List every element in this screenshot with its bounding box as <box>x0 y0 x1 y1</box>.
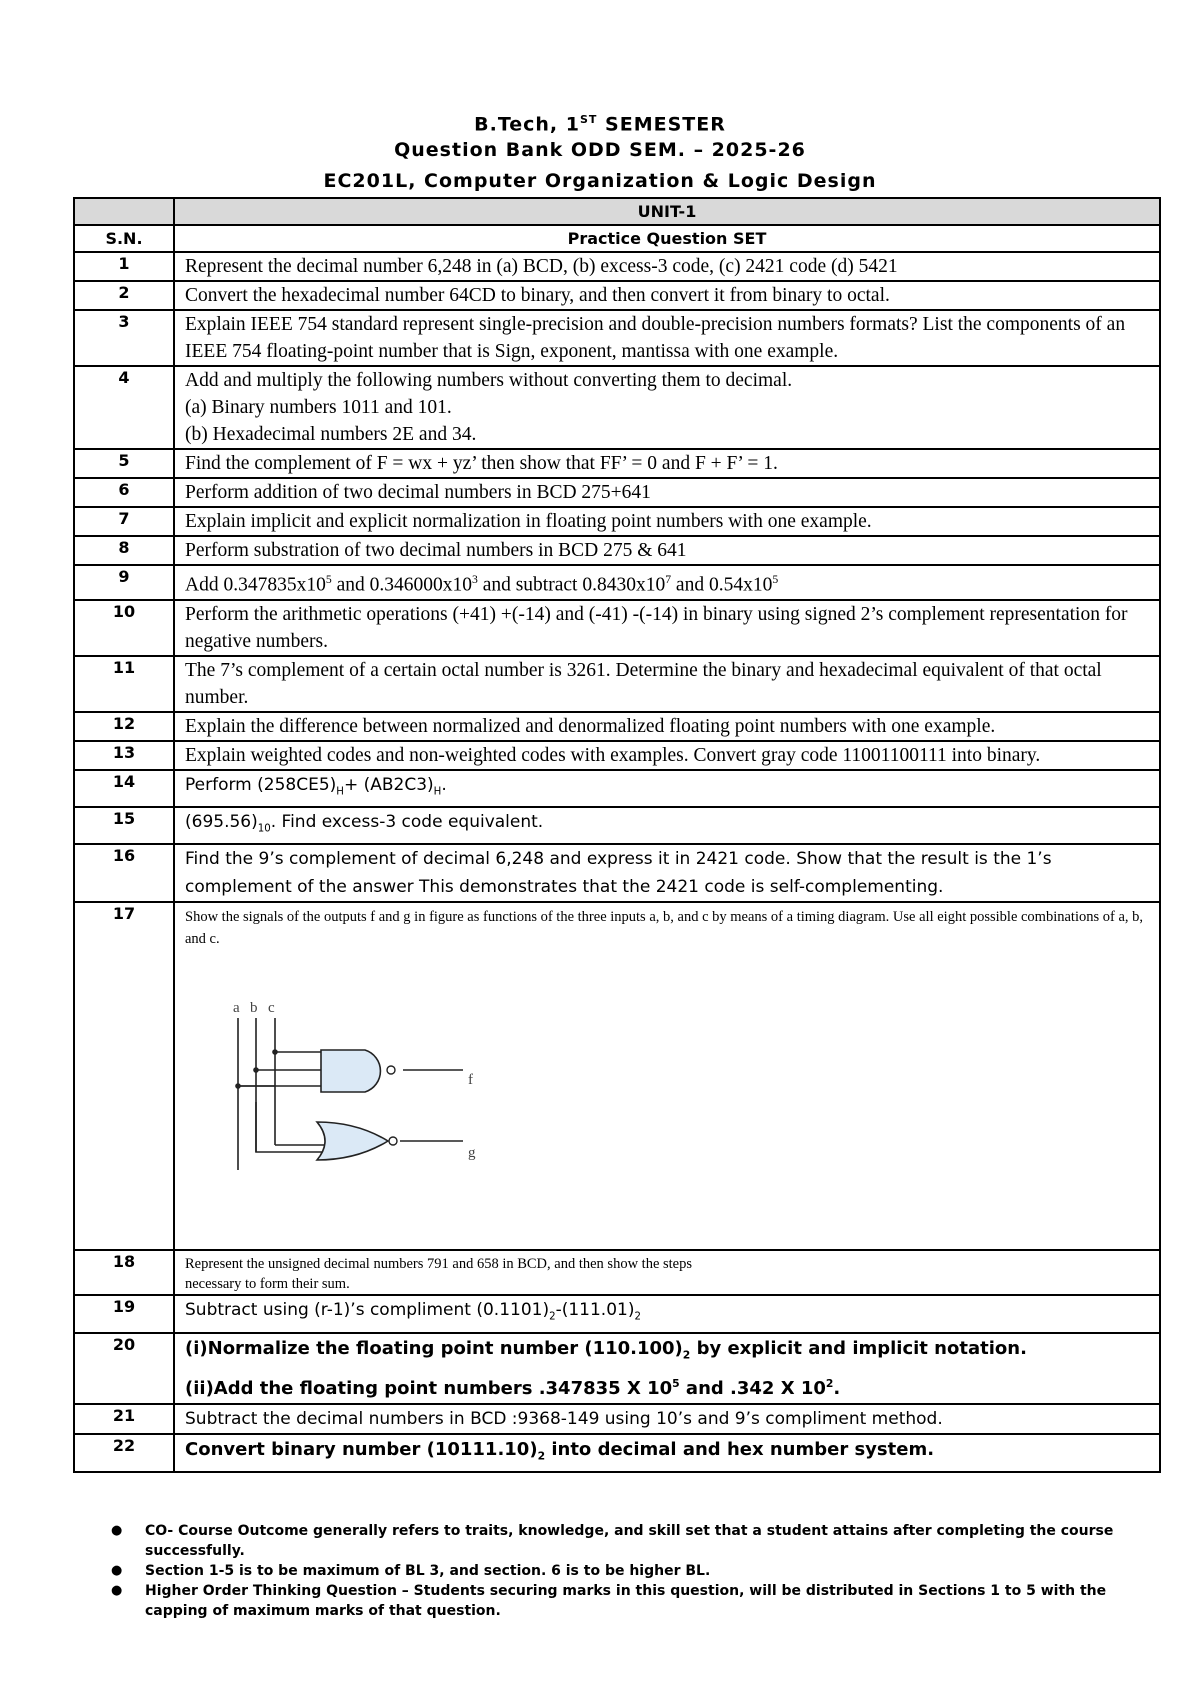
question-text: Subtract using (r-1)’s compliment $(0.1101)_2-(111.01)_2$ <box>174 1295 1160 1332</box>
bullet-icon: ● <box>111 1523 123 1538</box>
bullet-icon: ● <box>111 1583 123 1598</box>
table-row: 4 Add and multiply the following numbers without converting them to decimal. (a) Binary numbers 1011 and 101. (b) Hexadecimal numbers 2E and 34. <box>74 366 1160 449</box>
question-text: Add and multiply the following numbers without converting them to decimal. (a) Binary numbers 1011 and 101. (b) Hexadecimal numbers 2E and 34. <box>174 366 1160 449</box>
col-question-header: Practice Question SET <box>174 225 1160 252</box>
table-row: 7 Explain implicit and explicit normalization in floating point numbers with one example. <box>74 507 1160 536</box>
output-label-g: g <box>468 1145 476 1162</box>
question-text: Represent the decimal number 6,248 in (a) BCD, (b) excess-3 code, (c) 2421 code (d) 5421 <box>174 252 1160 281</box>
question-text: (i)Normalize the floating point number $(110.100)_2$ by explicit and implicit notation. (ii)Add the floating point numbers .347835 X $10^5$ and .342 X $10^2$. <box>174 1333 1160 1405</box>
question-text: Represent the unsigned decimal numbers 791 and 658 in BCD, and then show the steps necessary to form their sum. <box>174 1250 1160 1295</box>
question-text: Convert binary number $(10111.10)_2$ into decimal and hex number system. <box>174 1434 1160 1472</box>
list-item: ● CO- Course Outcome generally refers to traits, knowledge, and skill set that a student attains after completing the course successfully. <box>111 1523 1114 1559</box>
question-bank-table <box>73 197 1161 1473</box>
table-row: 9 Add $0.347835x10^5$ and $0.346000x10^3$ and subtract $0.8430x10^7$ and $0.54x10^5$ <box>74 565 1160 600</box>
table-row: 11 The 7’s complement of a certain octal number is 3261. Determine the binary and hexadecimal equivalent of that octal number. <box>74 656 1160 712</box>
and-gate <box>321 1050 380 1092</box>
table-row: 22 Convert binary number $(10111.10)_2$ into decimal and hex number system. <box>74 1434 1160 1472</box>
unit-row <box>74 198 1160 225</box>
table-row: 8 Perform substration of two decimal numbers in BCD 275 & 641 <box>74 536 1160 565</box>
table-row: 15 $(695.56)_{10}$. Find excess-3 code equivalent. <box>74 807 1160 844</box>
bullet-icon: ● <box>111 1563 123 1578</box>
footnotes-list <box>113 1521 1153 1621</box>
junction-b <box>253 1067 259 1073</box>
table-row: 16 Find the 9’s complement of decimal 6,248 and express it in 2421 code. Show that the result is the 1’s complement of the answer This demonstrates that the 2421 code is self-complementing. <box>74 844 1160 902</box>
table-row: 20 (i)Normalize the floating point number $(110.100)_2$ by explicit and implicit notation. (ii)Add the floating point numbers .347835 X $10^5$ and .342 X $10^2$. <box>74 1333 1160 1405</box>
question-text: Explain IEEE 754 standard represent single-precision and double-precision numbers formats? List the components of an IEEE 754 floating-point number that is Sign, exponent, mantissa with one example. <box>174 310 1160 366</box>
question-text: Find the complement of F = wx + yz’ then show that FF’ = 0 and F + F’ = 1. <box>174 449 1160 478</box>
and-gate-bubble <box>387 1066 395 1074</box>
nor-gate <box>317 1122 388 1160</box>
unit-label: UNIT-1 <box>174 198 1160 225</box>
question-text: Perform addition of two decimal numbers in BCD 275+641 <box>174 478 1160 507</box>
question-text: $(695.56)_{10}$. Find excess-3 code equivalent. <box>174 807 1160 844</box>
table-row: 1 Represent the decimal number 6,248 in (a) BCD, (b) excess-3 code, (c) 2421 code (d) 5421 <box>74 252 1160 281</box>
question-text: Find the 9’s complement of decimal 6,248 and express it in 2421 code. Show that the result is the 1’s complement of the answer This demonstrates that the 2421 code is self-complementing. <box>174 844 1160 902</box>
question-text: Explain implicit and explicit normalization in floating point numbers with one example. <box>174 507 1160 536</box>
table-row: 3 Explain IEEE 754 standard represent single-precision and double-precision numbers formats? List the components of an IEEE 754 floating-point number that is Sign, exponent, mantissa with one example. <box>74 310 1160 366</box>
question-text: Subtract the decimal numbers in BCD :9368-149 using 10’s and 9’s compliment method. <box>174 1404 1160 1434</box>
table-row: 5 Find the complement of F = wx + yz’ then show that FF’ = 0 and F + F’ = 1. <box>74 449 1160 478</box>
question-text: Convert the hexadecimal number 64CD to binary, and then convert it from binary to octal. <box>174 281 1160 310</box>
question-text: Add $0.347835x10^5$ and $0.346000x10^3$ and subtract $0.8430x10^7$ and $0.54x10^5$ <box>174 565 1160 600</box>
table-row: 13 Explain weighted codes and non-weighted codes with examples. Convert gray code 11001100111 into binary. <box>74 741 1160 770</box>
document-header <box>0 104 1200 197</box>
input-label-a: a <box>233 1002 240 1017</box>
input-label-b: b <box>250 1002 258 1017</box>
table-row: 6 Perform addition of two decimal numbers in BCD 275+641 <box>74 478 1160 507</box>
table-row: 18 Represent the unsigned decimal numbers 791 and 658 in BCD, and then show the steps necessary to form their sum. <box>74 1250 1160 1295</box>
table-row: 12 Explain the difference between normalized and denormalized floating point numbers with one example. <box>74 712 1160 741</box>
table-row: 2 Convert the hexadecimal number 64CD to binary, and then convert it from binary to octal. <box>74 281 1160 310</box>
list-item: ● Section 1-5 is to be maximum of BL 3, and section. 6 is to be higher BL. <box>111 1563 711 1579</box>
question-text: Perform the arithmetic operations (+41) +(-14) and (-41) -(-14) in binary using signed 2’s complement representation for negative numbers. <box>174 600 1160 656</box>
header-line-3: EC201L, Computer Organization & Logic Design <box>323 170 877 192</box>
question-text: Explain weighted codes and non-weighted codes with examples. Convert gray code 11001100111 into binary. <box>174 741 1160 770</box>
question-text: Perform substration of two decimal numbers in BCD 275 & 641 <box>174 536 1160 565</box>
list-item: ● Higher Order Thinking Question – Students securing marks in this question, will be distributed in Sections 1 to 5 with the capping of maximum marks of that question. <box>111 1583 1107 1619</box>
question-text: Explain the difference between normalized and denormalized floating point numbers with one example. <box>174 712 1160 741</box>
header-line-1: B.Tech, 1ST SEMESTER <box>474 113 726 136</box>
table-row: 10 Perform the arithmetic operations (+41) +(-14) and (-41) -(-14) in binary using signed 2’s complement representation for negative numbers. <box>74 600 1160 656</box>
table-row: 14 Perform $(258CE5)_H+ (AB2C3)_H$. <box>74 770 1160 807</box>
table-row: 21 Subtract the decimal numbers in BCD :9368-149 using 10’s and 9’s compliment method. <box>74 1404 1160 1434</box>
junction-c <box>272 1049 278 1055</box>
question-text: Perform $(258CE5)_H+ (AB2C3)_H$. <box>174 770 1160 807</box>
logic-circuit-figure <box>225 1002 485 1182</box>
table-row: 17 Show the signals of the outputs f and g in figure as functions of the three inputs a, b, and c by means of a timing diagram. Use all eight possible combinations of a, b, and c. a b c f g <box>74 902 1160 1250</box>
output-label-f: f <box>468 1072 473 1089</box>
junction-a <box>235 1083 241 1089</box>
column-header-row <box>74 225 1160 252</box>
nor-gate-bubble <box>389 1137 397 1145</box>
header-line-2: Question Bank ODD SEM. – 2025-26 <box>394 139 806 161</box>
input-label-c: c <box>268 1002 275 1017</box>
col-sn-header: S.N. <box>74 225 174 252</box>
question-text: The 7’s complement of a certain octal number is 3261. Determine the binary and hexadecimal equivalent of that octal number. <box>174 656 1160 712</box>
table-row: 19 Subtract using (r-1)’s compliment $(0.1101)_2-(111.01)_2$ <box>74 1295 1160 1332</box>
question-text: Show the signals of the outputs f and g in figure as functions of the three inputs a, b, and c by means of a timing diagram. Use all eight possible combinations of a, b, and c. a b c f g <box>174 902 1160 1250</box>
